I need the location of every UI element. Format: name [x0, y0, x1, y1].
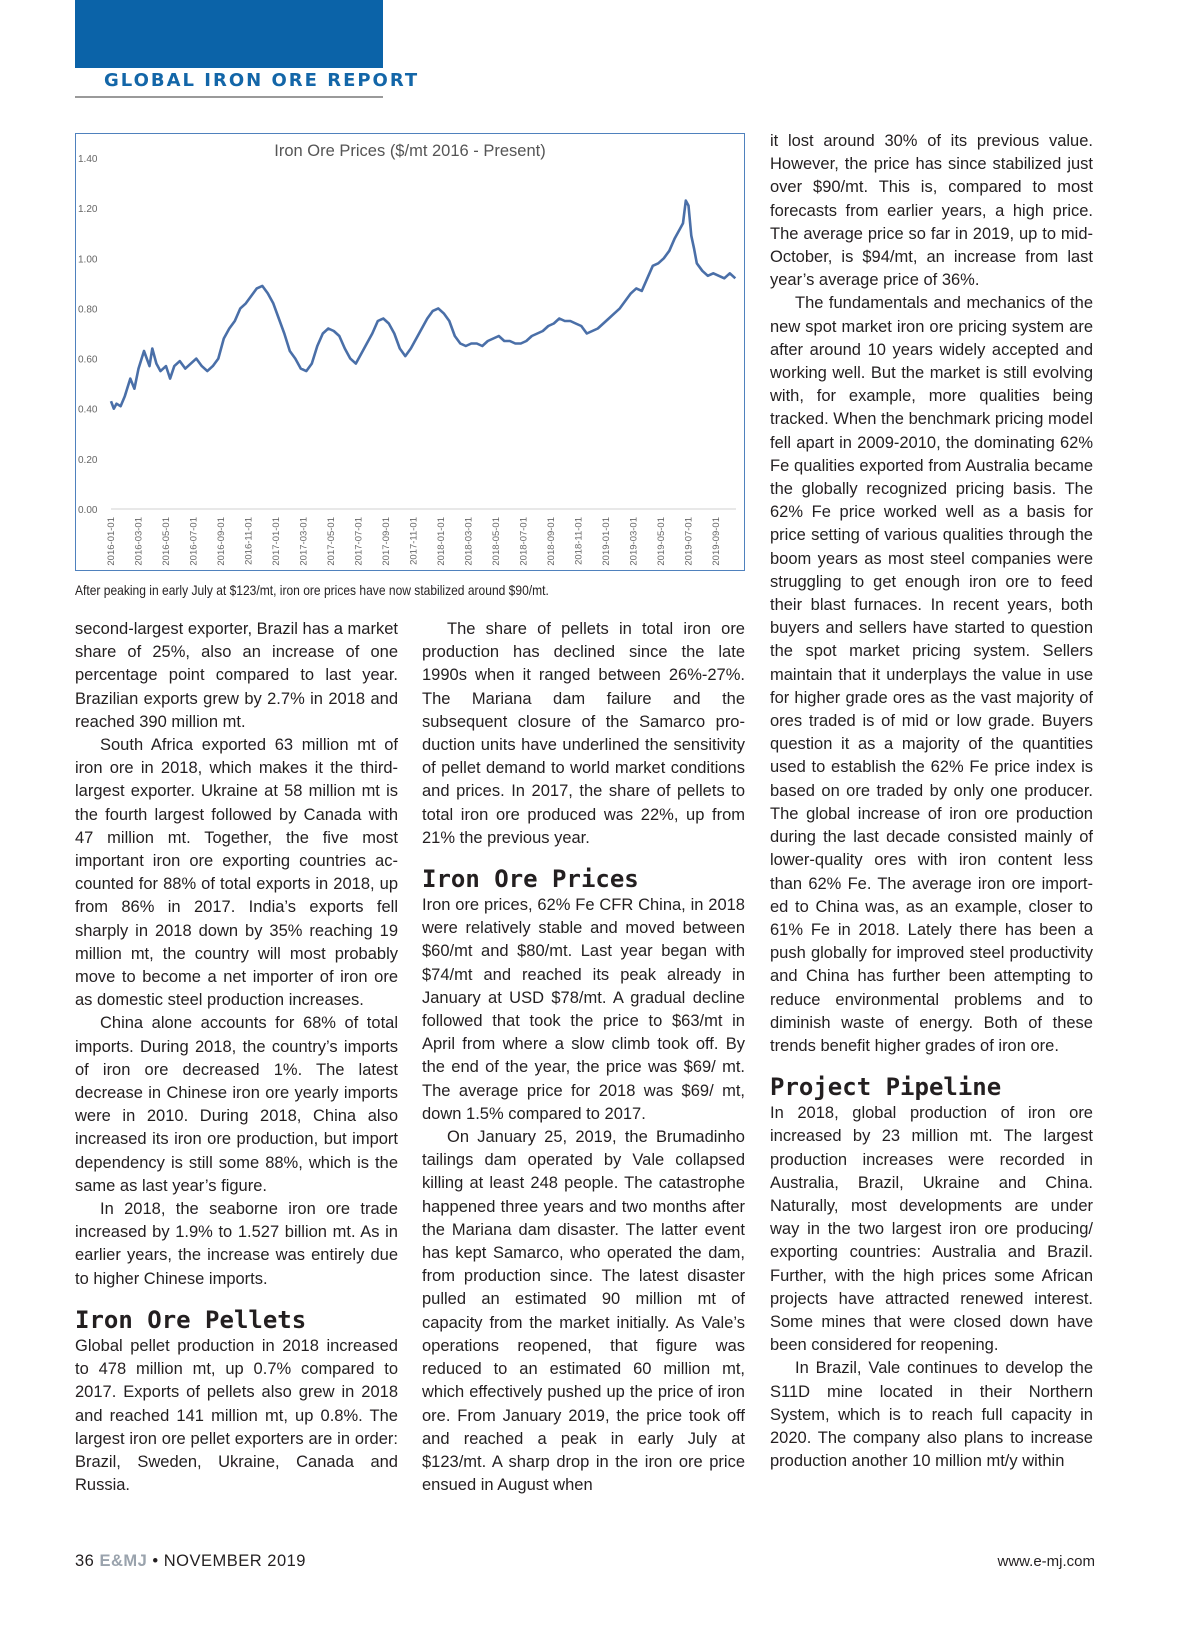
- x-tick-label: 2018-05-01: [491, 517, 502, 566]
- paragraph: The share of pellets in total iron ore production has declined since the late 1990s when it ranged between 26%-27%. The Mariana dam failure and the subsequent closure of the Samarco production units have underlined the sensitivity of pellet demand to world market conditions and prices. In 2017, the share of pellets to total iron ore produced was 22%, up from 21% the previous year.: [422, 620, 745, 847]
- header-color-block: [75, 0, 383, 68]
- x-tick-label: 2016-03-01: [133, 517, 145, 566]
- x-tick-label: 2019-01-01: [601, 517, 612, 566]
- website-link[interactable]: www.e-mj.com: [997, 1553, 1095, 1570]
- y-tick-label: 0.60: [78, 354, 98, 366]
- issue-date: NOVEMBER 2019: [163, 1552, 306, 1570]
- chart-caption: After peaking in early July at $123/mt, iron ore prices have now stabilized around $90/mt.: [75, 582, 549, 598]
- series-line: [111, 201, 735, 409]
- y-axis: [78, 154, 98, 516]
- page-number: 36: [75, 1552, 95, 1570]
- x-tick-label: 2018-11-01: [573, 517, 585, 565]
- x-tick-label: 2019-09-01: [711, 517, 722, 566]
- text-column-2: [422, 618, 745, 1497]
- x-tick-label: 2019-03-01: [628, 517, 640, 566]
- paragraph: it lost around 30% of its previous value. However, the price has since stabilized just over $90/mt. This is, compared to most forecasts from earlier years, a high price. The average price so far in 2019, up to mid-October, is $94/mt, an increase from last year’s average price of 36%.: [770, 132, 1093, 290]
- y-tick-label: 1.40: [78, 154, 98, 165]
- y-tick-label: 0.80: [78, 304, 98, 316]
- paragraph: South Africa exported 63 million mt of iron ore in 2018, which makes it the third-largest exporter. Ukraine at 58 million mt is the fourth largest followed by Canada with 47 million mt. Together, the five most important iron ore exporting countries accounted for 88% of total exports in 2018, up from 86% in 2017. India’s exports fell sharply in 2018 down by 35% reaching 19 million mt, the country will most probably move to become a net importer of iron ore as domestic steel production increases.: [75, 736, 398, 1010]
- paragraph: China alone accounts for 68% of total imports. During 2018, the country’s imports of iron ore decreased 1%. The latest decrease in Chinese iron ore yearly imports were in 2010. During 2018, China also increased its iron ore production, but import dependency is still some 88%, which is the same as last year’s figure.: [75, 1014, 398, 1195]
- footer-left: [75, 1552, 306, 1571]
- heading-project-pipeline: Project Pipeline: [770, 1073, 1002, 1102]
- y-tick-label: 0.40: [78, 404, 98, 416]
- price-chart-svg: [76, 134, 744, 570]
- x-tick-label: 2017-07-01: [353, 517, 365, 566]
- x-tick-label: 2017-11-01: [408, 517, 420, 565]
- x-tick-label: 2018-07-01: [518, 517, 530, 566]
- x-tick-label: 2016-11-01: [243, 517, 255, 565]
- x-tick-label: 2018-01-01: [436, 517, 447, 566]
- x-tick-label: 2019-05-01: [656, 517, 667, 566]
- heading-iron-ore-prices: Iron Ore Prices: [422, 865, 639, 894]
- y-tick-label: 1.00: [78, 254, 98, 266]
- x-tick-label: 2017-09-01: [381, 517, 392, 566]
- y-tick-label: 1.20: [78, 204, 98, 216]
- x-tick-label: 2017-01-01: [271, 517, 282, 566]
- price-chart: [75, 133, 745, 571]
- text-column-1: [75, 618, 398, 1497]
- x-tick-label: 2017-05-01: [326, 517, 337, 566]
- x-tick-label: 2016-09-01: [216, 517, 227, 566]
- x-axis: [106, 517, 722, 566]
- x-tick-label: 2016-07-01: [188, 517, 200, 566]
- publication-brand: E&MJ: [99, 1552, 148, 1570]
- y-tick-label: 0.00: [78, 505, 98, 516]
- x-tick-label: 2016-05-01: [161, 517, 172, 566]
- footer-separator: •: [152, 1552, 159, 1570]
- x-tick-label: 2019-07-01: [683, 517, 695, 566]
- header-rule: [75, 96, 383, 98]
- x-tick-label: 2016-01-01: [106, 517, 117, 566]
- section-title: GLOBAL IRON ORE REPORT: [104, 70, 420, 91]
- x-tick-label: 2018-09-01: [546, 517, 557, 566]
- text-column-3: [770, 130, 1093, 1473]
- x-tick-label: 2017-03-01: [298, 517, 310, 566]
- paragraph: The fundamentals and mechanics of the new spot market iron ore pricing system are after around 10 years widely accepted and working well. But the market is still evolving with, for example, more qualities being tracked. When the benchmark pricing model fell apart in 2009-2010, the dominating 62% Fe qualities exported from Australia became the globally recognized pricing basis. The 62% Fe price worked well as a basis for price setting of various qualities through the boom years as most steel companies were struggling to get enough iron ore to feed their blast furnaces. In recent years, both buyers and sellers have started to question the spot market pricing system. Sellers maintain that it underplays the value in use for higher grade ores as the vast majority of ores traded is of mid or low grade. Buyers question it as a majority of the quantities used to establish the 62% Fe price index is based on ore traded by only one producer. The global increase of iron ore production during the last decade consisted mainly of lower-quality ores with iron content less than 62% Fe. The average iron ore imported to China was, as an example, closer to 61% Fe in 2018. Lately there has been a push globally for improved steel productivity and China has further been attempting to reduce environmental problems and to diminish waste of energy. Both of these trends benefit higher grades of iron ore.: [770, 294, 1093, 1055]
- y-tick-label: 0.20: [78, 454, 98, 466]
- paragraph: Iron ore prices, 62% Fe CFR China, in 2018 were relatively stable and moved between $60/mt and $80/mt. Last year began with $74/mt and reached its peak already in January at USD $78/mt. A gradual decline followed that took the price to $63/mt in April from where a slow climb took off. By the end of the year, the price was $69/ mt. The average price for 2018 was $69/ mt, down 1.5% compared to 2017.: [422, 896, 745, 1123]
- x-tick-label: 2018-03-01: [463, 517, 475, 566]
- chart-title: Iron Ore Prices ($/mt 2016 - Present): [274, 142, 546, 160]
- paragraph: On January 25, 2019, the Brumadinho tailings dam operated by Vale collapsed killing at least 248 people. The catastrophe happened three years and two months after the Mariana dam disaster. The latter event has kept Samarco, who operated the dam, from production since. The latest disaster pulled an estimated 90 million mt of capacity from the market initially. As Vale’s operations reopened, that figure was reduced to an estimated 60 million mt, which effectively pushed up the price of iron ore. From January 2019, the price took off and reached a peak in early July at $123/mt. A sharp drop in the iron ore price ensued in August when: [422, 1128, 745, 1495]
- paragraph: In 2018, the seaborne iron ore trade increased by 1.9% to 1.527 billion mt. As in earlier years, the increase was entirely due to higher Chinese imports.: [75, 1200, 398, 1288]
- paragraph: In 2018, global production of iron ore increased by 23 million mt. The largest production increases were recorded in Australia, Brazil, Ukraine and China. Naturally, most developments are under way in the two largest iron ore producing/ exporting countries: Australia and Brazil. Further, with the high prices some African projects have attracted renewed interest. Some mines that were closed down have been considered for reopening.: [770, 1104, 1093, 1355]
- paragraph: In Brazil, Vale continues to develop the S11D mine located in their Northern System, which is to reach full capacity in 2020. The company also plans to increase production another 10 million mt/y within: [770, 1359, 1093, 1471]
- paragraph: Global pellet production in 2018 increased to 478 million mt, up 0.7% compared to 2017. Exports of pellets also grew in 2018 and reached 141 million mt, up 0.8%. The largest iron ore pellet exporters are in order: Brazil, Sweden, Ukraine, Canada and Russia.: [75, 1336, 398, 1495]
- heading-iron-ore-pellets: Iron Ore Pellets: [75, 1305, 307, 1334]
- paragraph: second-largest exporter, Brazil has a market share of 25%, also an increase of one percentage point compared to last year. Brazilian exports grew by 2.7% in 2018 and reached 390 million mt.: [75, 620, 398, 731]
